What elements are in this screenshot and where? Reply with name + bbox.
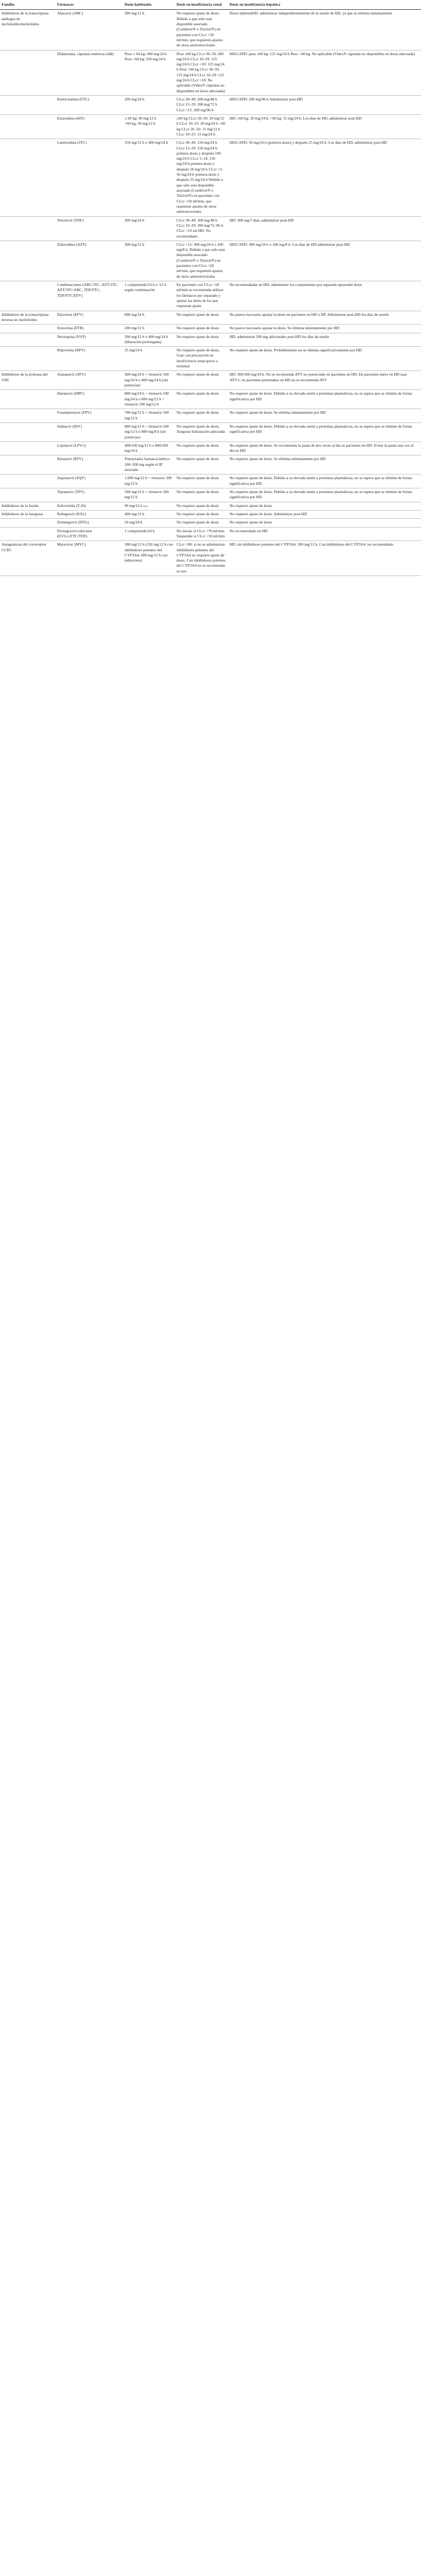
cell-dosis-habitual: 300 mg/24 h xyxy=(123,216,175,241)
cell-dosis-renal: No requiere ajuste de dosis xyxy=(175,390,228,409)
table-row xyxy=(0,371,421,390)
cell-dosis-renal: No requiere ajuste de dosis xyxy=(175,474,228,488)
cell-dosis-habitual: 300 mg/12 h xyxy=(123,10,175,50)
cell-dosis-habitual: 300 mg/12 h xyxy=(123,241,175,281)
cell-dosis-hepatica: No requiere ajuste de dosis. Probablemente no se elimina significativamente por HD xyxy=(228,347,421,371)
cell-dosis-renal: No requiere ajuste de dosis xyxy=(175,455,228,474)
cell-dosis-habitual: 200 mg/12 h xyxy=(123,325,175,333)
table-row xyxy=(0,510,421,518)
cell-dosis-habitual: 700 mg/12 h + ritonavir 100 mg/12 h xyxy=(123,409,175,423)
cell-dosis-hepatica: No requiere ajuste de dosis. Administrar post-HD xyxy=(228,510,421,518)
cell-dosis-habitual: 90 mg/12 h s.c. xyxy=(123,502,175,510)
cell-dosis-habitual: 200 mg/24 h xyxy=(123,96,175,115)
cell-dosis-hepatica: No requiere ajuste de dosis. Debido a su elevada unión a proteínas plasmáticas, no se espera que se elimine de forma significativa por HD xyxy=(228,474,421,488)
cell-dosis-hepatica: No recomendadas en HD; administrar los componentes por separado ajustando dosis xyxy=(228,281,421,311)
cell-farmaco: Atazanavir (ATV) xyxy=(56,371,123,390)
cell-dosis-renal: No requiere ajuste de dosis xyxy=(175,488,228,502)
cell-familia xyxy=(0,474,56,488)
cell-dosis-renal: CLcr 30–49: 300 mg/48 h CLcr 10–29: 300 mg/72–96 h CLcr <10 sin HD: No recomendado xyxy=(175,216,228,241)
table-row xyxy=(0,474,421,488)
cell-dosis-hepatica: HD/CAPD: peso ≥60 kg: 125 mg/24 h Peso <60 kg: No aplicable (Videx® cápsulas no disponibles en dosis adecuada) xyxy=(228,50,421,96)
cell-farmaco: Combinaciones (ABC/3TC, AZT/3TC, AZT/3TC/ABC, TDF/FTC, TDF/FTC/EFV) xyxy=(56,281,123,311)
cell-dosis-habitual: 25 mg/24 h xyxy=(123,347,175,371)
cell-dosis-habitual: 300 mg/24 h + ritonavir 100 mg/24 h o 400 mg/24 h (sin potenciar) xyxy=(123,371,175,390)
table-row xyxy=(0,10,421,50)
header-dosis-insuficiencia-hepatica: Dosis en insuficiencia hepática xyxy=(228,0,421,10)
table-row xyxy=(0,409,421,423)
table-row xyxy=(0,325,421,333)
cell-dosis-renal: No requiere ajuste de dosis xyxy=(175,519,228,527)
cell-farmaco: Estavudina (d4T) xyxy=(56,114,123,139)
dosing-table xyxy=(0,0,421,576)
cell-dosis-hepatica: HD: sin inhibidores potentes del CYP3A4: 300 mg/12 h. Con inhibidores del CYP3A4: no recomendado xyxy=(228,541,421,576)
cell-dosis-renal: Peso ≥60 kg CLcr 30–59: 200 mg/24 h CLcr 10–29: 125 mg/24 h CLcr <10: 125 mg/24 h Peso <60 kg CLcr 30–59: 125 mg/24 h CLcr 10–29: 125 mg/24 h CLcr <10: No aplicable (Videx® cápsulas no disponibles en dosis adecuada) xyxy=(175,50,228,96)
cell-dosis-habitual: 500 mg/12 h + ritonavir 200 mg/12 h xyxy=(123,488,175,502)
cell-farmaco: Efavirenz (EFV) xyxy=(56,311,123,325)
cell-dosis-habitual: 600 mg/24 h xyxy=(123,311,175,325)
table-row xyxy=(0,442,421,455)
cell-familia xyxy=(0,347,56,371)
cell-dosis-hepatica: No requiere ajuste de dosis. Debido a su elevada unión a proteínas plasmáticas, no se espera que se elimine de forma significativa por HD xyxy=(228,422,421,442)
table-row xyxy=(0,311,421,325)
cell-dosis-hepatica: HD: administrar 200 mg adicionales post-HD los días de sesión xyxy=(228,333,421,347)
cell-dosis-hepatica: No parece necesario ajustar la dosis en pacientes en HD o DP. Administrar post-HD los días de sesión xyxy=(228,311,421,325)
cell-farmaco: Etravirina (ETR) xyxy=(56,325,123,333)
table-row xyxy=(0,527,421,541)
cell-dosis-hepatica: No recomendado en HD xyxy=(228,527,421,541)
cell-familia xyxy=(0,527,56,541)
cell-dosis-hepatica: HD: ≥60 kg: 20 mg/24 h; <60 kg: 15 mg/24 h. Los días de HD, administrar post-HD xyxy=(228,114,421,139)
header-familia: Familia xyxy=(0,0,56,10)
cell-dosis-renal: En pacientes con CLcr <50 ml/min se recomienda utilizar los fármacos por separado y ajustar las dosis de los que requieran ajuste xyxy=(175,281,228,311)
cell-familia xyxy=(0,50,56,96)
cell-farmaco: Dolutegravir (DTG) xyxy=(56,519,123,527)
cell-dosis-hepatica: HD/CAPD: 50 mg/24 h (primera dosis) y después 25 mg/24 h. Los días de HD, administrar post-HD xyxy=(228,139,421,216)
cell-farmaco: Maraviroc (MVC) xyxy=(56,541,123,576)
header-dosis-habituales: Dosis habituales xyxy=(123,0,175,10)
cell-dosis-habitual: ≥ 60 kg: 40 mg/12 h <60 kg: 30 mg/12 h xyxy=(123,114,175,139)
cell-familia xyxy=(0,241,56,281)
cell-familia xyxy=(0,216,56,241)
cell-familia: Inhibidores de la proteasa del VIH xyxy=(0,371,56,390)
cell-dosis-renal: ≥60 kg CLcr 26–50: 20 mg/12 h CLcr 10–25: 20 mg/24 h <60 kg CLcr 26–50: 15 mg/12 h CLcr 10–25: 15 mg/24 h xyxy=(175,114,228,139)
cell-familia xyxy=(0,488,56,502)
cell-dosis-hepatica: HD: 300/100 mg/24 h. No se recomienda ATV no potenciado en pacientes en HD. En pacientes naïve en HD usar ATV/r; en pacientes pretratados en HD no se recomienda ATV xyxy=(228,371,421,390)
cell-farmaco: Emtricitabina (FTC) xyxy=(56,96,123,115)
cell-dosis-habitual: 1 comprimido/24 h xyxy=(123,527,175,541)
cell-familia xyxy=(0,114,56,139)
table-row xyxy=(0,455,421,474)
cell-familia xyxy=(0,409,56,423)
table-header-row xyxy=(0,0,421,10)
cell-familia xyxy=(0,333,56,347)
table-body xyxy=(0,10,421,576)
cell-farmaco: Tenofovir (TDF) xyxy=(56,216,123,241)
cell-dosis-habitual: 200 mg/12 h o 400 mg/24 h (liberación prolongada) xyxy=(123,333,175,347)
table-row xyxy=(0,519,421,527)
table-row xyxy=(0,502,421,510)
cell-dosis-renal: CLcr <80: si no se administran inhibidores potentes del CYP3A4 no requiere ajuste de dosis. Con inhibidores potentes del CYP3A4 no se recomienda su uso xyxy=(175,541,228,576)
cell-farmaco: Enfuvirtida (T-20) xyxy=(56,502,123,510)
cell-dosis-hepatica: No requiere ajuste de dosis. Debido a su elevada unión a proteínas plasmáticas, no se espera que se elimine de forma significativa por HD xyxy=(228,488,421,502)
cell-familia xyxy=(0,390,56,409)
cell-farmaco: Elvitegravir/cobicistat (EVG/c/FTC/TDF) xyxy=(56,527,123,541)
cell-familia xyxy=(0,519,56,527)
cell-dosis-habitual: 50 mg/24 h xyxy=(123,519,175,527)
cell-dosis-hepatica: No parece necesario ajustar la dosis. Se elimina mínimamente por HD xyxy=(228,325,421,333)
cell-farmaco: Tipranavir (TPV) xyxy=(56,488,123,502)
table-row xyxy=(0,333,421,347)
cell-dosis-renal: No requiere ajuste de dosis xyxy=(175,442,228,455)
cell-dosis-renal: No requiere ajuste de dosis xyxy=(175,325,228,333)
table-row xyxy=(0,241,421,281)
cell-dosis-renal: No requiere ajuste de dosis. Asegurar hidratación adecuada xyxy=(175,422,228,442)
cell-dosis-hepatica: No requiere ajuste de dosis. Se recomienda la pauta de dos veces al día en pacientes en HD. Evitar la pauta una vez al día en HD xyxy=(228,442,421,455)
cell-dosis-renal: No requiere ajuste de dosis xyxy=(175,311,228,325)
cell-farmaco: Fosamprenavir (FPV) xyxy=(56,409,123,423)
cell-farmaco: Zidovudina (AZT) xyxy=(56,241,123,281)
cell-dosis-renal: No requiere ajuste de dosis xyxy=(175,409,228,423)
cell-dosis-habitual: 800 mg/24 h + ritonavir 100 mg/24 h o 600 mg/12 h + ritonavir 100 mg/12 h xyxy=(123,390,175,409)
drug-dosing-document xyxy=(0,0,421,576)
cell-dosis-hepatica: No requiere ajuste de dosis xyxy=(228,502,421,510)
cell-farmaco: Nevirapina (NVP) xyxy=(56,333,123,347)
cell-dosis-hepatica: Dosis habitualHD: administrar independientemente de la sesión de HD, ya que se elimina mínimamente xyxy=(228,10,421,50)
cell-farmaco: Lopinavir (LPV/r) xyxy=(56,442,123,455)
cell-familia: Inhibidores de la integrasa xyxy=(0,510,56,518)
cell-dosis-hepatica: HD/CAPD: 300 mg/24 h o 100 mg/8 h. Los días de HD administrar post-HD xyxy=(228,241,421,281)
cell-familia xyxy=(0,455,56,474)
cell-familia: Inhibidores de la fusión xyxy=(0,502,56,510)
cell-familia xyxy=(0,325,56,333)
table-row xyxy=(0,488,421,502)
table-row xyxy=(0,114,421,139)
cell-dosis-renal: No requiere ajuste de dosis xyxy=(175,371,228,390)
cell-dosis-renal: No iniciar si CLcr <70 ml/min. Suspender si CLcr <50 ml/min xyxy=(175,527,228,541)
cell-dosis-habitual: 150 mg/12 h o 300 mg/24 h xyxy=(123,139,175,216)
cell-dosis-habitual: Peso ≥ 60 kg: 400 mg/24 h Peso <60 kg: 250 mg/24 h xyxy=(123,50,175,96)
header-dosis-insuficiencia-renal: Dosis en insuficiencia renal xyxy=(175,0,228,10)
cell-dosis-habitual: 1 comprimido/24 h o /12 h según combinación xyxy=(123,281,175,311)
cell-farmaco: Indinavir (IDV) xyxy=(56,422,123,442)
cell-farmaco: Didanosina, cápsulas entéricas (ddI) xyxy=(56,50,123,96)
cell-dosis-hepatica: No requiere ajuste de dosis. Se elimina mínimamente por HD xyxy=(228,455,421,474)
cell-farmaco: Abacavir (ABC) xyxy=(56,10,123,50)
table-row xyxy=(0,422,421,442)
table-row xyxy=(0,347,421,371)
cell-dosis-habitual: 800 mg/12 h + ritonavir 100 mg/12 h o 800 mg/8 h (sin potenciar) xyxy=(123,422,175,442)
cell-farmaco: Saquinavir (SQV) xyxy=(56,474,123,488)
table-row xyxy=(0,96,421,115)
cell-dosis-renal: No requiere ajuste de dosis xyxy=(175,502,228,510)
cell-familia: Antagonistas del correceptor CCR5 xyxy=(0,541,56,576)
cell-familia xyxy=(0,139,56,216)
cell-farmaco: Ritonavir (RTV) xyxy=(56,455,123,474)
cell-dosis-renal: CLcr <15: 300 mg/24 h o 100 mg/8 h. Debido a que sólo está disponible asociado (Combivir® o Trizivir®) en pacientes con CLcr <50 ml/min, que requieren ajustes de otros antirretrovirales xyxy=(175,241,228,281)
cell-familia xyxy=(0,281,56,311)
cell-dosis-habitual: 400 mg/12 h xyxy=(123,510,175,518)
table-row xyxy=(0,541,421,576)
cell-dosis-renal: No requiere ajuste de dosis xyxy=(175,333,228,347)
cell-familia: Inhibidores de la transcriptasa inversa no nucleósidos xyxy=(0,311,56,325)
table-row xyxy=(0,216,421,241)
cell-dosis-hepatica: HD: 300 mg/7 días; administrar post-HD xyxy=(228,216,421,241)
cell-farmaco: Rilpivirina (RPV) xyxy=(56,347,123,371)
cell-familia xyxy=(0,96,56,115)
cell-dosis-renal: No requiere ajuste de dosis. Debido a que sólo está disponible asociado (Combivir® o Trizivir®) en pacientes con CLcr <50 ml/min, que requieren ajustes de otros antirretrovirales xyxy=(175,10,228,50)
cell-dosis-habitual: 400/100 mg/12 h o 800/200 mg/24 h xyxy=(123,442,175,455)
cell-dosis-renal: No requiere ajuste de dosis. Usar con precaución en insuficiencia renal grave o terminal xyxy=(175,347,228,371)
cell-familia xyxy=(0,422,56,442)
table-row xyxy=(0,281,421,311)
cell-familia xyxy=(0,442,56,455)
cell-dosis-habitual: 1.000 mg/12 h + ritonavir 100 mg/12 h xyxy=(123,474,175,488)
cell-farmaco: Darunavir (DRV) xyxy=(56,390,123,409)
cell-farmaco: Raltegravir (RAL) xyxy=(56,510,123,518)
cell-dosis-hepatica: No requiere ajuste de dosis. Debido a su elevada unión a proteínas plasmáticas, no se espera que se elimine de forma significativa por HD xyxy=(228,390,421,409)
cell-familia: Inhibidores de la transcriptasa análogos de nucleósidos/nucleótidos xyxy=(0,10,56,50)
cell-dosis-habitual: 300 mg/12 h (150 mg/12 h con inhibidores potentes del CYP3A4; 600 mg/12 h con inductores) xyxy=(123,541,175,576)
cell-dosis-hepatica: HD/CAPD: 200 mg/96 h Administrar post-HD xyxy=(228,96,421,115)
table-row xyxy=(0,139,421,216)
cell-dosis-renal: No requiere ajuste de dosis xyxy=(175,510,228,518)
cell-dosis-renal: CLcr 30–49: 150 mg/24 h CLcr 15–29: 150 mg/24 h primera dosis y después 100 mg/24 h CLcr 5–14: 150 mg/24 h primera dosis y después 50 mg/24 h CLcr <5: 50 mg/24 h primera dosis y después 25 mg/24 h Debido a que sólo está disponible asociado (Combivir® o Trizivir®) en pacientes con CLcr <50 ml/min, que requieren ajustes de otros antirretrovirales xyxy=(175,139,228,216)
cell-dosis-renal: CLcr 30–49: 200 mg/48 h CLcr 15–29: 200 mg/72 h CLcr <15: 200 mg/96 h xyxy=(175,96,228,115)
cell-farmaco: Lamivudina (3TC) xyxy=(56,139,123,216)
cell-dosis-hepatica: No requiere ajuste de dosis xyxy=(228,519,421,527)
header-farmacos: Fármacos xyxy=(56,0,123,10)
table-row xyxy=(0,390,421,409)
table-row xyxy=(0,50,421,96)
cell-dosis-habitual: Potenciador farmacocinético: 100–200 mg según el IP asociado xyxy=(123,455,175,474)
cell-dosis-hepatica: No requiere ajuste de dosis. Se elimina mínimamente por HD xyxy=(228,409,421,423)
